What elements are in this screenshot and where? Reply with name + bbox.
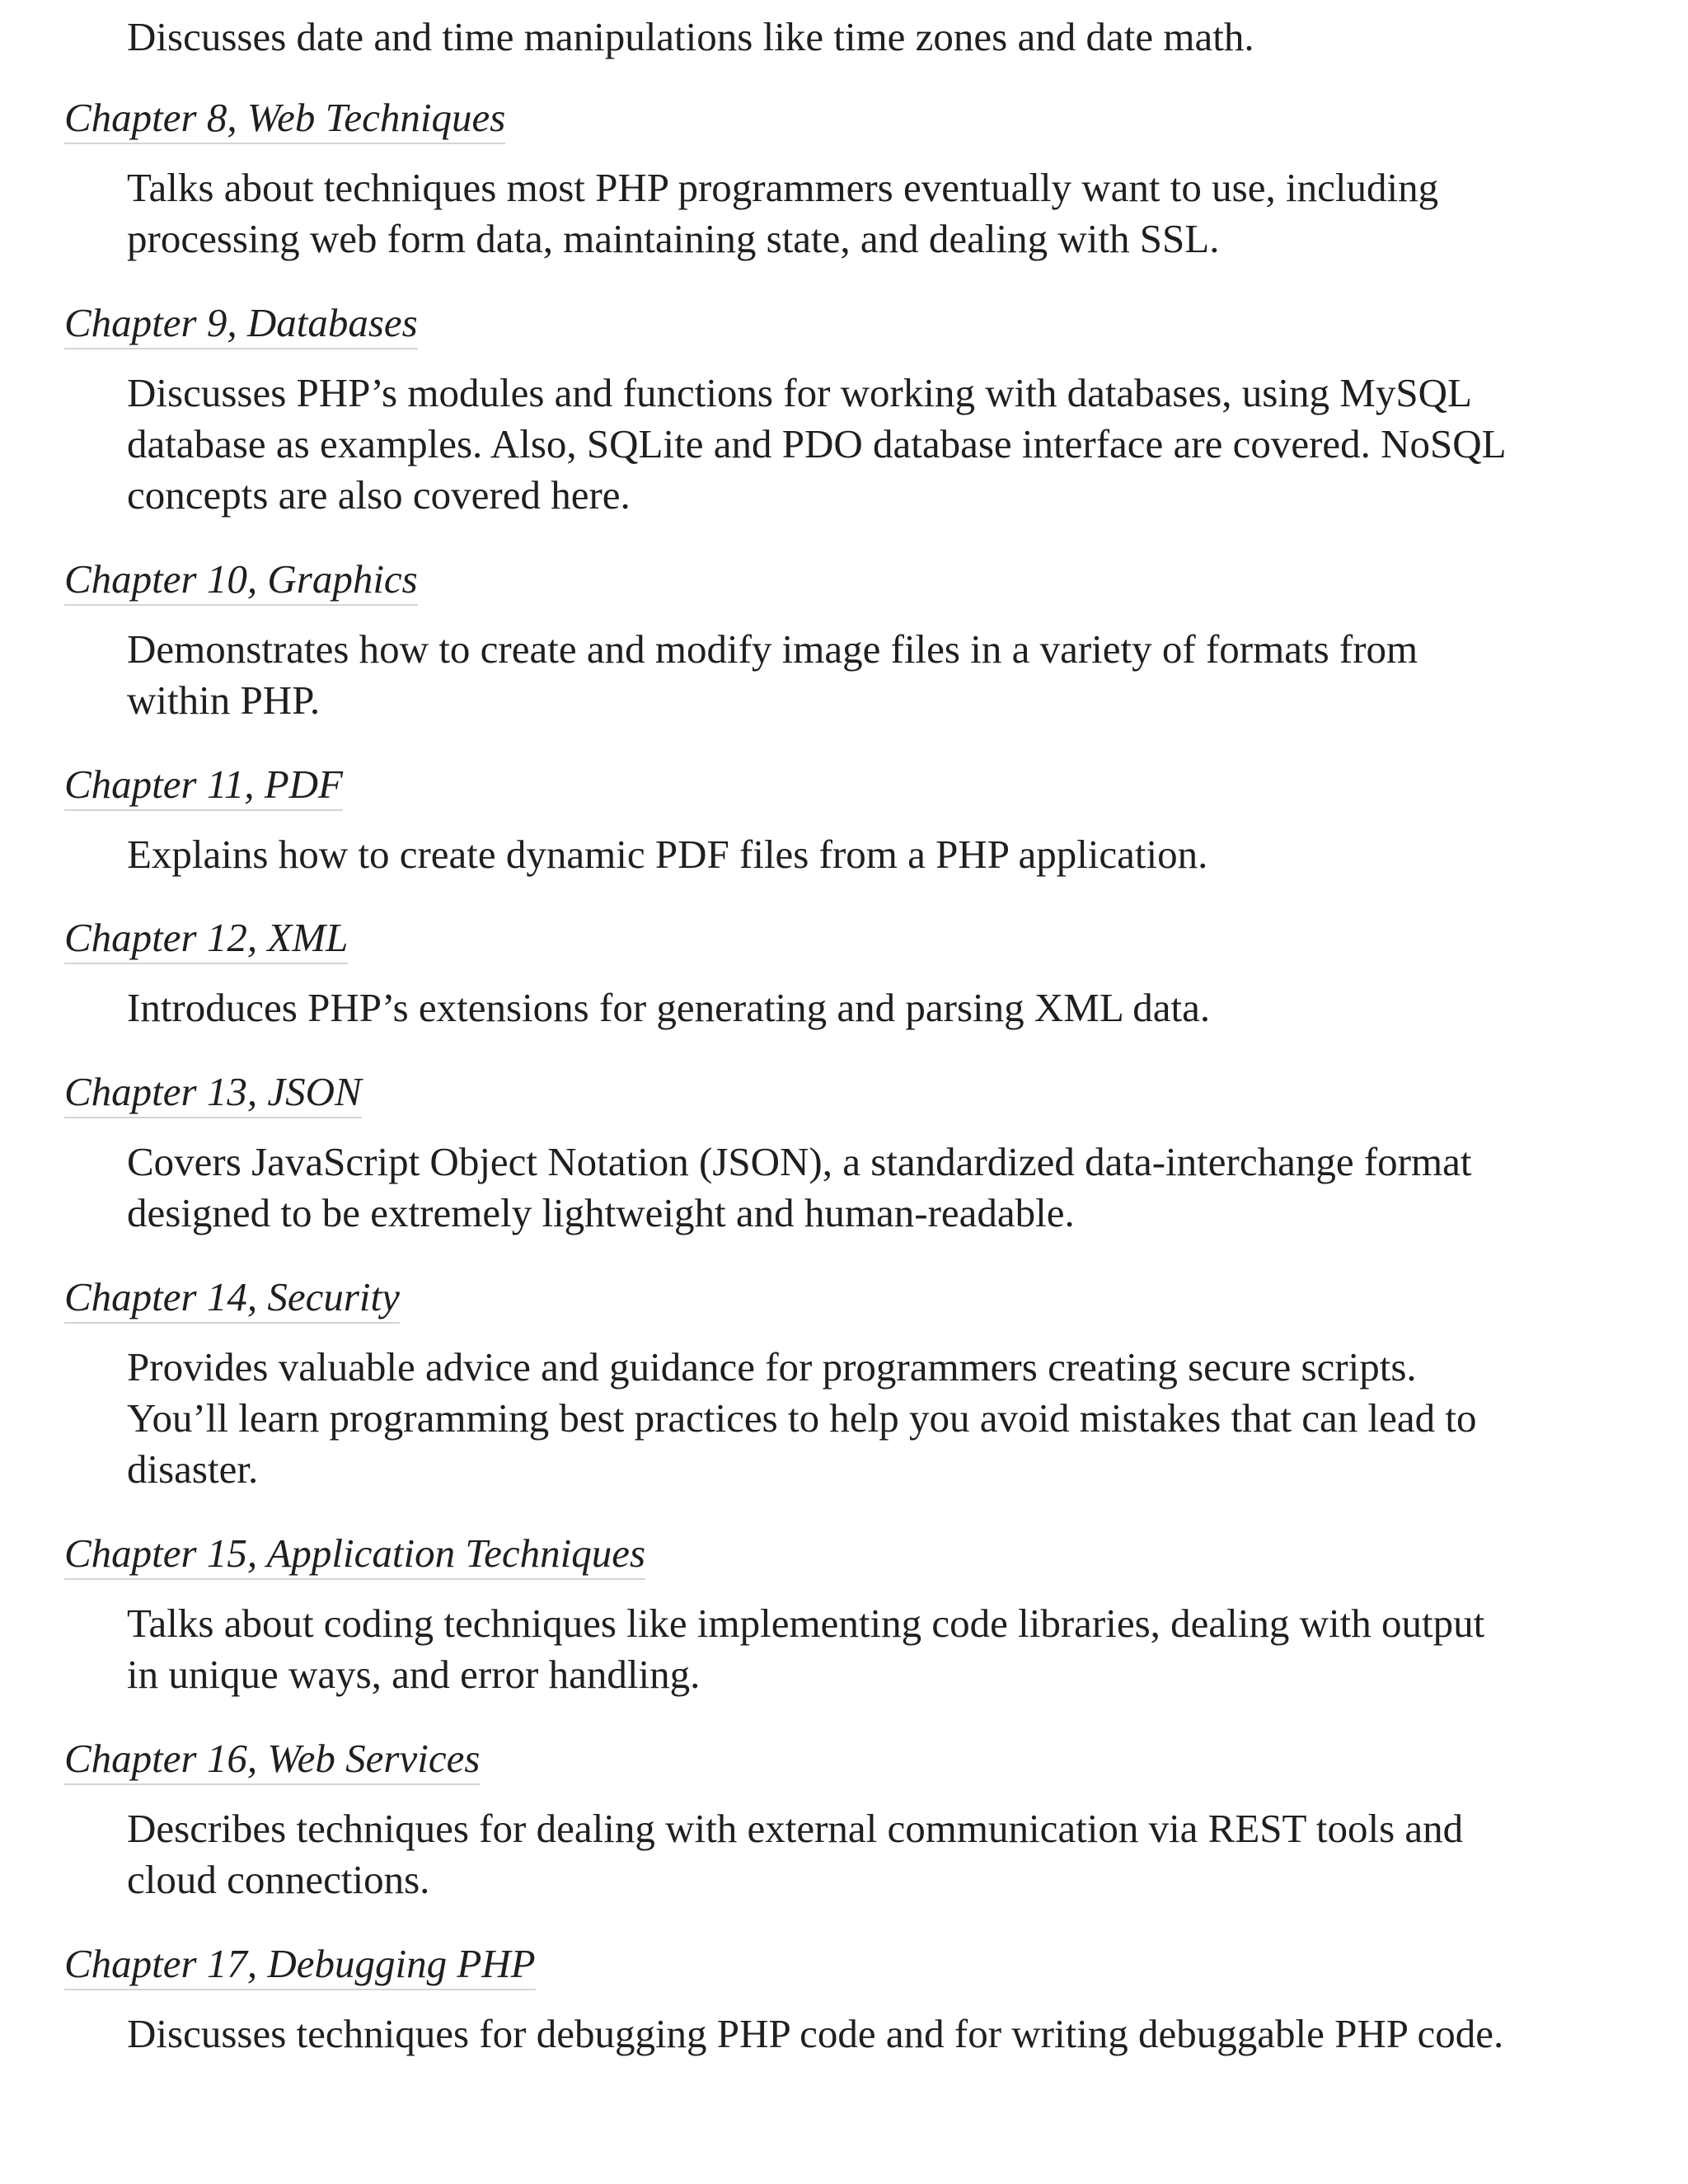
chapter-entry-14 [0, 1272, 1688, 1495]
chapter-description: Talks about techniques most PHP programmers eventually want to use, including processing web form data, maintaining state, and dealing with SSL. [127, 165, 1439, 261]
chapter-link-xml[interactable]: Chapter 12, XML [64, 913, 348, 964]
chapter-link-security[interactable]: Chapter 14, Security [64, 1272, 400, 1324]
chapter-entry-13 [0, 1067, 1688, 1239]
chapter-description: Explains how to create dynamic PDF files from a PHP application. [127, 832, 1208, 877]
chapter-link-application-techniques[interactable]: Chapter 15, Application Techniques [64, 1529, 645, 1580]
chapter-description: Provides valuable advice and guidance for programmers creating secure scripts. You’ll learn programming best practices to help you avoid mistakes that can lead to disaster. [127, 1344, 1477, 1492]
chapter-link-debugging-php[interactable]: Chapter 17, Debugging PHP [64, 1939, 536, 1990]
chapter-link-web-techniques[interactable]: Chapter 8, Web Techniques [64, 93, 505, 144]
chapter-description: Introduces PHP’s extensions for generating and parsing XML data. [127, 985, 1211, 1030]
chapter-description: Covers JavaScript Object Notation (JSON), a standardized data-interchange format designed to be extremely lightweight and human-readable. [127, 1139, 1472, 1235]
chapter-link-json[interactable]: Chapter 13, JSON [64, 1067, 362, 1118]
chapter-link-web-services[interactable]: Chapter 16, Web Services [64, 1734, 480, 1785]
chapter-description: Discusses PHP’s modules and functions for working with databases, using MySQL database as examples. Also, SQLite and PDO database interface are covered. NoSQL concepts are also covered here. [127, 370, 1505, 518]
chapter-entry-8 [0, 93, 1688, 265]
chapter-entry-16 [0, 1734, 1688, 1905]
chapter-description: Talks about coding techniques like implementing code libraries, dealing with output in unique ways, and error handling. [127, 1601, 1485, 1697]
chapter-description: Describes techniques for dealing with external communication via REST tools and cloud connections. [127, 1806, 1464, 1902]
chapter-description: Discusses techniques for debugging PHP code and for writing debuggable PHP code. [127, 2011, 1504, 2056]
chapter-entry-15 [0, 1529, 1688, 1700]
chapter-entry-17 [0, 1939, 1688, 2060]
chapter-link-pdf[interactable]: Chapter 11, PDF [64, 760, 343, 811]
chapter-entry-9 [0, 298, 1688, 521]
intro-paragraph: Discusses date and time manipulations like time zones and date math. [127, 14, 1254, 59]
chapter-link-databases[interactable]: Chapter 9, Databases [64, 298, 418, 349]
chapter-link-graphics[interactable]: Chapter 10, Graphics [64, 555, 418, 606]
chapter-entry-10 [0, 555, 1688, 726]
chapter-entry-12 [0, 913, 1688, 1033]
chapter-description: Demonstrates how to create and modify image files in a variety of formats from within PHP. [127, 626, 1418, 723]
chapter-entry-11 [0, 760, 1688, 880]
